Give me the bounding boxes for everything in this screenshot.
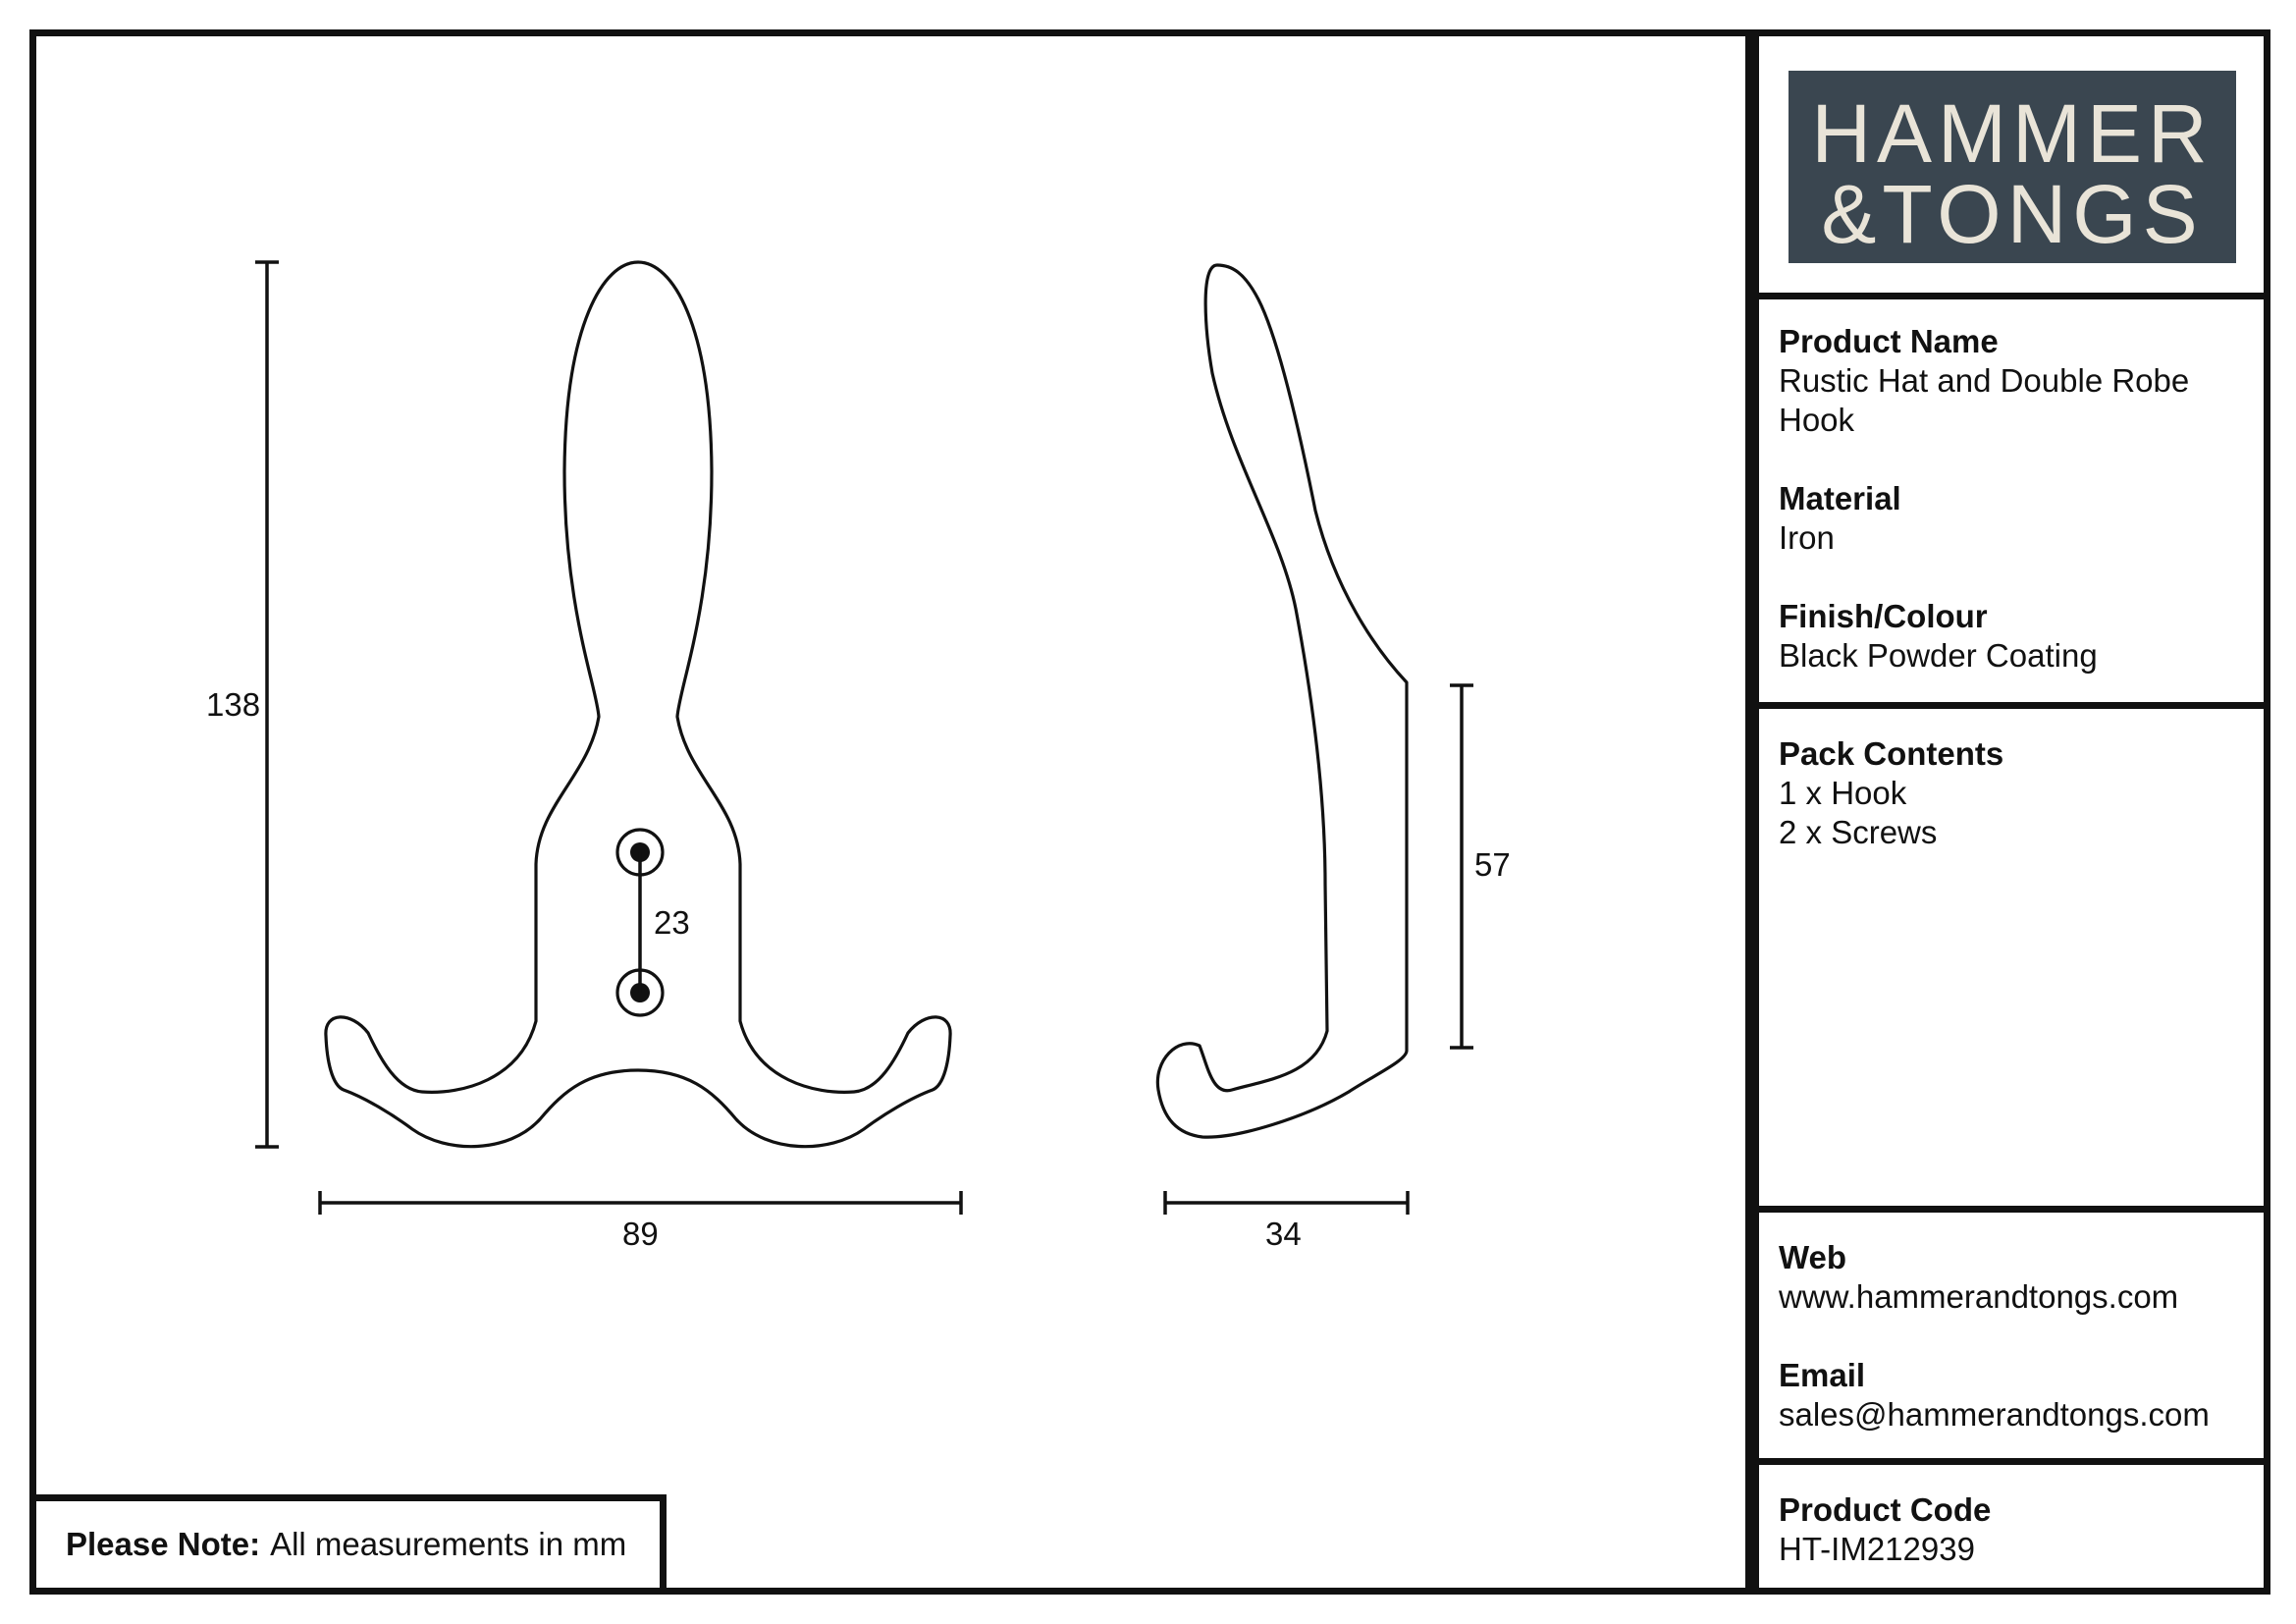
logo-line-1: HAMMER [1811, 87, 2214, 180]
contact-panel [1779, 1238, 2250, 1435]
email-label: Email [1779, 1357, 1866, 1393]
note-label: Please Note: [66, 1526, 261, 1562]
product-name-value: Rustic Hat and Double Robe [1779, 362, 2190, 399]
pack-contents-panel [1779, 734, 2250, 852]
hole-spacing-label: 23 [654, 904, 690, 941]
logo-line-2: &TONGS [1821, 168, 2204, 260]
material-label: Material [1779, 480, 1901, 516]
depth-label: 34 [1265, 1216, 1302, 1252]
side-view-outline [1157, 265, 1407, 1137]
width-label: 89 [622, 1216, 659, 1252]
height-label: 138 [206, 686, 261, 723]
divider-line [1759, 1206, 2270, 1213]
side-height-label: 57 [1474, 846, 1511, 883]
product-info-panel [1779, 322, 2250, 676]
divider-line [1759, 293, 2270, 299]
product-name-value-cont: Hook [1779, 402, 1855, 438]
divider-line [1759, 1458, 2270, 1465]
info-column-divider [1745, 29, 1759, 1595]
product-code-label: Product Code [1779, 1491, 1992, 1528]
web-label: Web [1779, 1239, 1847, 1275]
hammer-and-tongs-logo [1789, 71, 2236, 263]
product-name-label: Product Name [1779, 323, 1999, 359]
finish-value: Black Powder Coating [1779, 637, 2098, 674]
material-value: Iron [1779, 519, 1835, 556]
note-text: All measurements in mm [270, 1526, 627, 1562]
pack-item: 2 x Screws [1779, 814, 1938, 850]
pack-item: 1 x Hook [1779, 775, 1907, 811]
email-link[interactable]: sales@hammerandtongs.com [1779, 1396, 2210, 1433]
finish-label: Finish/Colour [1779, 598, 1988, 634]
product-code-panel [1779, 1490, 2250, 1569]
product-code-value: HT-IM212939 [1779, 1531, 1975, 1567]
web-link[interactable]: www.hammerandtongs.com [1779, 1278, 2179, 1315]
pack-contents-label: Pack Contents [1779, 735, 2004, 772]
divider-line [1759, 702, 2270, 709]
